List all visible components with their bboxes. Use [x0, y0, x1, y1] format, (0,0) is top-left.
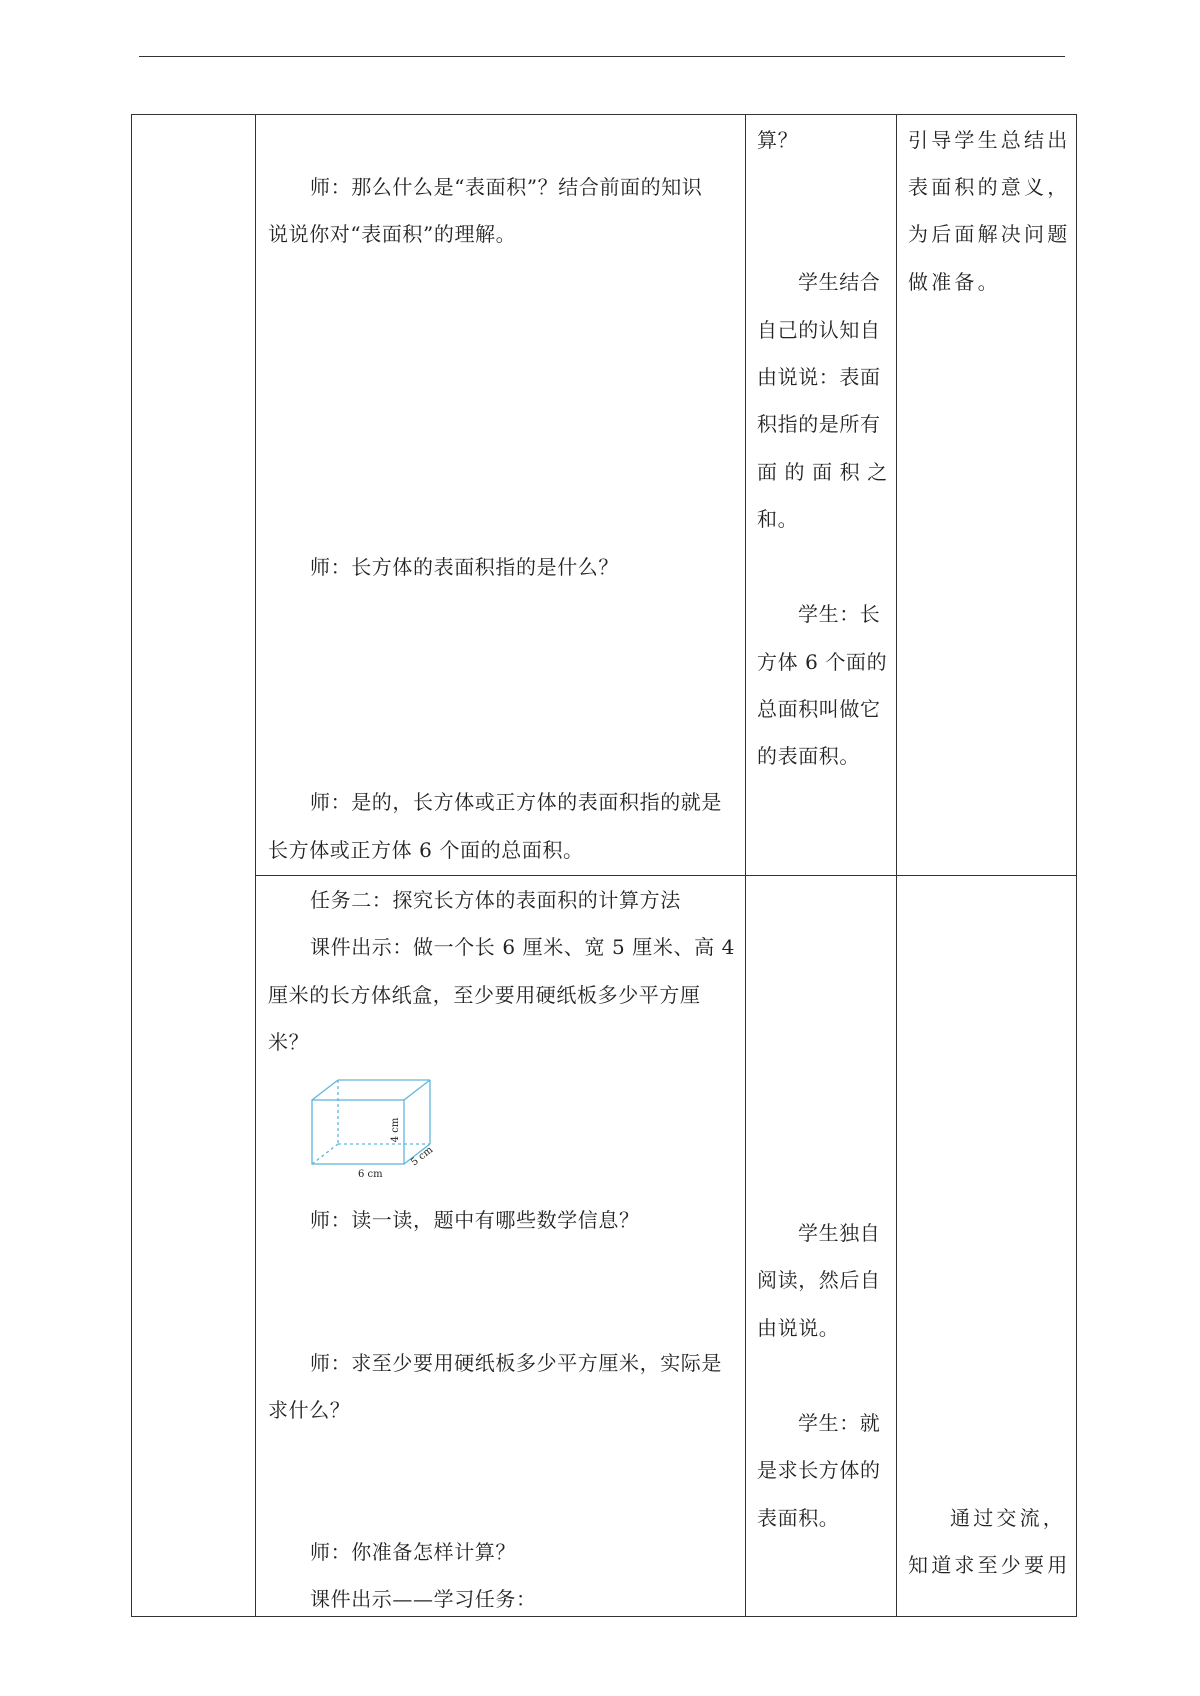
- length-label: 6 cm: [358, 1169, 383, 1180]
- teacher-summary: 师：是的，长方体或正方体的表面积指的就是: [310, 790, 722, 814]
- student-answer-3-line: 阅读，然后自: [757, 1268, 881, 1292]
- teacher-question-cuboid: 师：长方体的表面积指的是什么？: [310, 555, 619, 579]
- teacher-summary-cont: 长方体或正方体 6 个面的总面积。: [268, 838, 584, 862]
- student-answer-2-line: 方体 6 个面的: [757, 650, 888, 674]
- column-divider-1: [255, 114, 256, 1617]
- column-divider-3: [896, 114, 897, 1617]
- design-note-1: 引导学生总结出: [908, 128, 1071, 152]
- student-answer-1-line: 面 的 面 积 之: [757, 460, 888, 484]
- task-two-problem: 课件出示：做一个长 6 厘米、宽 5 厘米、高 4: [310, 935, 735, 959]
- task-two-title: 任务二：探究长方体的表面积的计算方法: [310, 888, 681, 912]
- student-answer-3: 学生独自: [798, 1221, 881, 1245]
- courseware-learning-task: 课件出示——学习任务：: [310, 1587, 537, 1611]
- student-answer-1-line: 自己的认知自: [757, 318, 881, 342]
- lesson-table: [131, 114, 1077, 1617]
- teacher-question-surface-area-cont: 说说你对“表面积”的理解。: [268, 222, 517, 246]
- task-two-problem-cont: 厘米的长方体纸盒，至少要用硬纸板多少平方厘: [268, 983, 701, 1007]
- student-answer-3-line: 由说说。: [757, 1316, 840, 1340]
- width-label: 5 cm: [409, 1144, 436, 1169]
- teacher-what-to-find-cont: 求什么？: [268, 1398, 351, 1422]
- teacher-how-to-calculate: 师：你准备怎样计算？: [310, 1540, 516, 1564]
- cuboid-figure: [300, 1070, 450, 1180]
- design-note-2-line: 知道求至少要用: [908, 1553, 1071, 1577]
- teacher-question-surface-area: 师：那么什么是“表面积”？结合前面的知识: [310, 175, 703, 199]
- student-answer-1-line: 和。: [757, 507, 799, 531]
- teacher-what-to-find: 师：求至少要用硬纸板多少平方厘米，实际是: [310, 1351, 722, 1375]
- student-answer-4-line: 是求长方体的: [757, 1458, 881, 1482]
- student-answer-2: 学生：长: [798, 602, 881, 626]
- design-note-1-line: 做准备。: [908, 270, 1001, 294]
- student-answer-2-line: 的表面积。: [757, 744, 860, 768]
- task-two-problem-end: 米？: [268, 1030, 310, 1054]
- student-answer-4: 学生：就: [798, 1411, 881, 1435]
- student-answer-2-line: 总面积叫做它: [757, 697, 881, 721]
- design-note-1-line: 为后面解决问题: [908, 222, 1071, 246]
- student-answer-1: 学生结合: [798, 270, 881, 294]
- student-answer-4-line: 表面积。: [757, 1506, 840, 1530]
- header-rule: [139, 56, 1065, 57]
- teacher-read-question: 师：读一读，题中有哪些数学信息？: [310, 1208, 640, 1232]
- row-divider: [255, 875, 1077, 876]
- student-answer-1-line: 积指的是所有: [757, 412, 881, 436]
- student-text-top: 算？: [757, 128, 799, 152]
- design-note-1-line: 表面积的意义，: [908, 175, 1071, 199]
- height-label: 4 cm: [390, 1117, 401, 1143]
- student-answer-1-line: 由说说：表面: [757, 365, 881, 389]
- column-divider-2: [745, 114, 746, 1617]
- design-note-2: 通过交流，: [950, 1506, 1066, 1530]
